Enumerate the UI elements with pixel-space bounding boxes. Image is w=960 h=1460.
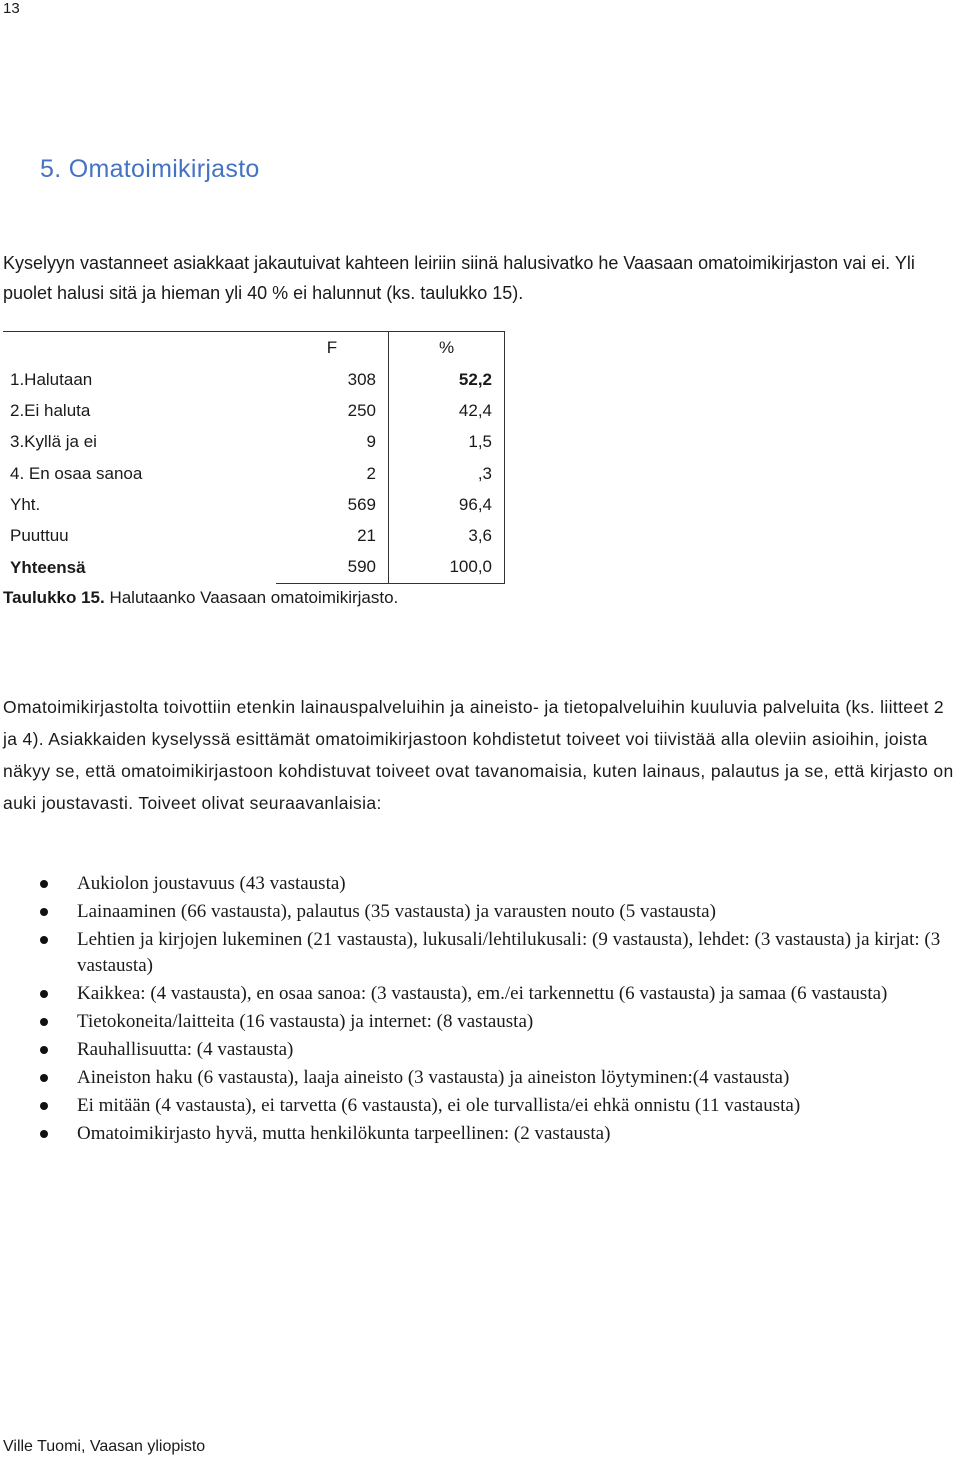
row-percent: 96,4 [389,489,505,520]
list-item [0,1037,955,1063]
body-paragraph: Omatoimikirjastolta toivottiin etenkin lainauspalveluihin ja aineisto- ja tietopalveluihin kuuluvia palveluita (ks. liitteet 2 ja 4). Asiakkaiden kyselyssä esittämät omatoimikirjastoon kohdistetut toiveet voi tiivistää alla oleviin asioihin, joista näkyy se, että omatoimikirjastoon kohdistuvat toiveet ovat tavanomaisia, kuten lainaus, palautus ja se, että kirjasto on auki joustavasti. Toiveet olivat seuraavanlaisia: [3,697,954,813]
bullet-icon [40,936,48,944]
row-f: 21 [276,520,389,551]
bullet-icon [40,1074,48,1082]
row-label: 1.Halutaan [10,369,93,389]
row-percent: 1,5 [389,427,505,458]
row-f: 590 [276,552,389,584]
row-percent: 100,0 [389,552,505,584]
row-percent: 42,4 [389,395,505,426]
list-item [0,927,955,979]
caption-text: Halutaanko Vaasaan omatoimikirjasto. [104,588,399,607]
row-label: 4. En osaa sanoa [10,463,143,483]
intro-paragraph: Kyselyyn vastanneet asiakkaat jakautuivat kahteen leiriin siinä halusivatko he Vaasaan omatoimikirjaston vai ei. Yli puolet halusi sitä ja hieman yli 40 % ei halunnut (ks. taulukko 15). [3,253,915,303]
bullet-icon [40,1102,48,1110]
row-label: Puuttuu [10,526,69,546]
row-percent: 3,6 [389,520,505,551]
bullet-icon [40,908,48,916]
table-row [3,395,505,426]
bullet-icon [40,1018,48,1026]
list-item [0,1009,955,1035]
row-label: Yhteensä [10,557,86,577]
list-item [0,1065,955,1091]
table-row [3,552,505,584]
row-label: 3.Kyllä ja ei [10,432,97,452]
list-item [0,1121,955,1147]
header-label [3,332,276,365]
list-item-text: Rauhallisuutta: (4 vastausta) [77,1039,294,1060]
list-item-text: Ei mitään (4 vastausta), ei tarvetta (6 vastausta), ei ole turvallista/ei ehkä onnistu (11 vastausta) [77,1095,801,1116]
footer-author: Ville Tuomi, Vaasan yliopisto [3,1438,206,1455]
row-percent: ,3 [389,458,505,489]
table-row [3,364,505,395]
table-row [3,458,505,489]
wishes-list [0,871,955,1149]
survey-table [3,331,505,584]
row-label: Yht. [10,494,41,514]
list-item-text: Aineiston haku (6 vastausta), laaja aineisto (3 vastausta) ja aineiston löytyminen:(4 vastausta) [77,1067,790,1088]
list-item-text: Aukiolon joustavuus (43 vastausta) [77,873,346,894]
table-caption [3,588,398,608]
row-f: 250 [276,395,389,426]
list-item [0,1093,955,1119]
table-row [3,489,505,520]
header-percent: % [389,332,505,365]
row-f: 308 [276,364,389,395]
row-f: 2 [276,458,389,489]
row-f: 569 [276,489,389,520]
list-item [0,981,955,1007]
bullet-icon [40,1130,48,1138]
table-row [3,427,505,458]
page-number: 13 [3,0,20,17]
list-item-text: Tietokoneita/laitteita (16 vastausta) ja internet: (8 vastausta) [77,1011,534,1032]
table-header-row [3,332,505,365]
row-f: 9 [276,427,389,458]
list-item-text: Kaikkea: (4 vastausta), en osaa sanoa: (3 vastausta), em./ei tarkennettu (6 vastausta) ja samaa (6 vastausta) [77,983,888,1004]
bullet-icon [40,1046,48,1054]
caption-label: Taulukko 15. [3,588,105,607]
bullet-icon [40,990,48,998]
row-percent: 52,2 [389,364,505,395]
table-row [3,520,505,551]
list-item [0,871,955,897]
list-item-text: Lainaaminen (66 vastausta), palautus (35 vastausta) ja varausten nouto (5 vastausta) [77,901,716,922]
section-heading: 5. Omatoimikirjasto [40,155,260,183]
list-item [0,899,955,925]
row-label: 2.Ei haluta [10,400,91,420]
list-item-text: Lehtien ja kirjojen lukeminen (21 vastausta), lukusali/lehtilukusali: (9 vastausta), lehdet: (3 vastausta) ja kirjat: (3 vastausta) [77,929,941,976]
bullet-icon [40,880,48,888]
header-f: F [276,332,389,365]
list-item-text: Omatoimikirjasto hyvä, mutta henkilökunta tarpeellinen: (2 vastausta) [77,1123,611,1144]
